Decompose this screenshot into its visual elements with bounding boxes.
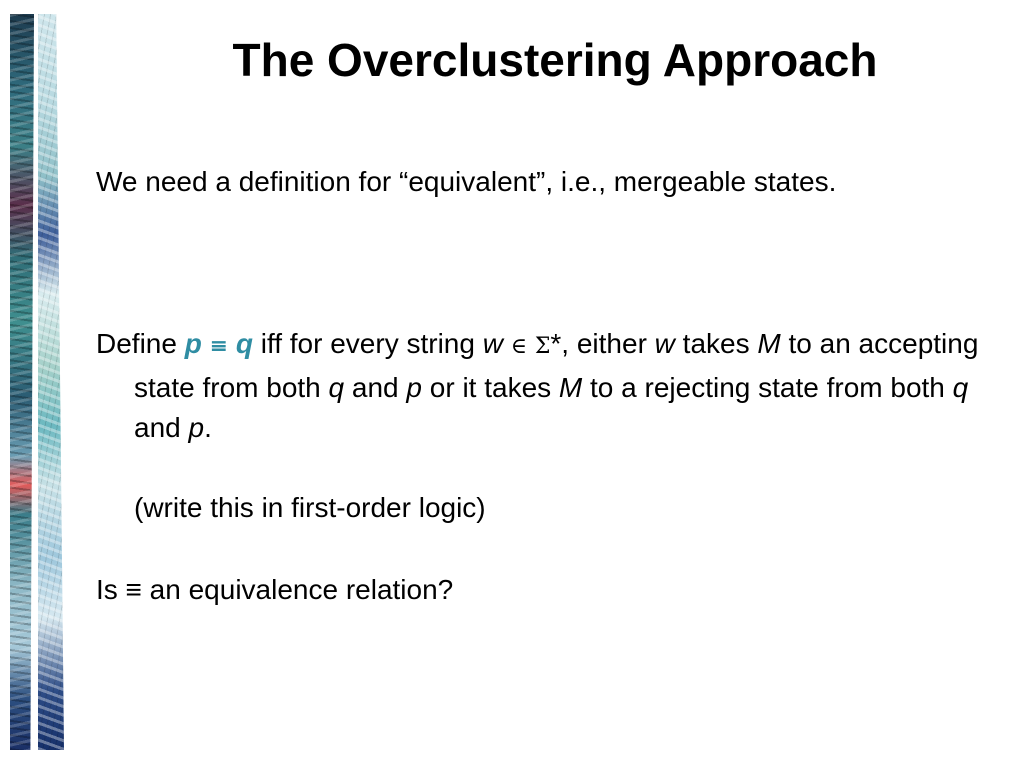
text-segment: iff for every string xyxy=(252,328,483,359)
var-p: p xyxy=(406,371,422,403)
text-segment: to a rejecting state from both xyxy=(582,371,953,403)
paragraph-equivalence-question: Is ≡ an equivalence relation? xyxy=(96,574,454,605)
var-q: q xyxy=(328,371,345,403)
text-segment: *, either xyxy=(550,328,655,359)
text-segment: to an accepting state from both xyxy=(134,328,979,403)
text-segment: or it takes xyxy=(421,371,559,403)
text-segment: and xyxy=(134,412,189,443)
sigma-symbol: Σ xyxy=(534,334,551,359)
text-define: Define xyxy=(96,328,185,359)
var-M: M xyxy=(558,371,583,403)
equiv-symbol: ≡ xyxy=(209,333,229,359)
paragraph-first-order-logic-note xyxy=(96,488,994,529)
text-segment: takes xyxy=(674,328,758,359)
var-w: w xyxy=(482,328,503,359)
var-q: q xyxy=(235,328,253,359)
element-of-symbol: ∈ xyxy=(510,334,528,359)
var-q: q xyxy=(952,371,969,403)
slide-title: The Overclustering Approach xyxy=(232,34,878,86)
paragraph-definition-need: We need a definition for “equivalent”, i.e., mergeable states. xyxy=(96,166,837,197)
decorative-stripe-left xyxy=(10,14,34,750)
var-p: p xyxy=(184,328,202,359)
var-M: M xyxy=(757,328,781,359)
paragraph-equivalence-definition xyxy=(96,324,994,449)
var-p: p xyxy=(188,412,205,443)
var-w: w xyxy=(654,328,675,359)
decorative-stripe-right xyxy=(38,14,64,750)
text-segment: and xyxy=(344,371,407,403)
text-segment: . xyxy=(204,412,212,443)
note-text: (write this in first-order logic) xyxy=(134,492,486,523)
